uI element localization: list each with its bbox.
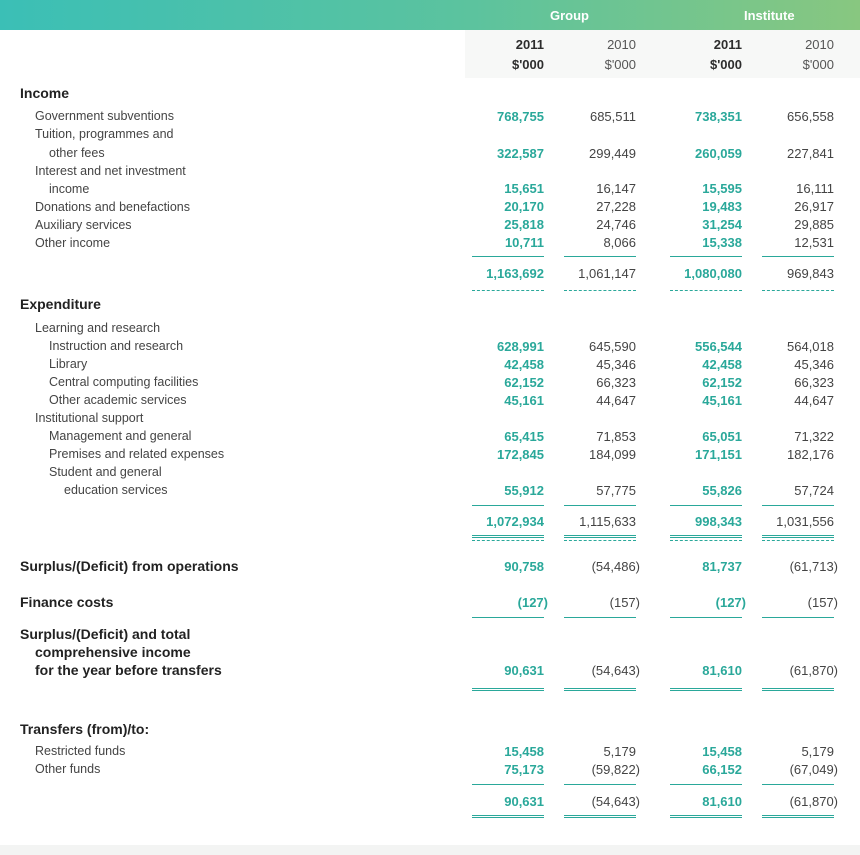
cell: 29,885 [794,217,834,232]
cell: 182,176 [787,447,834,462]
cell: 81,610 [702,663,742,678]
rule [670,290,742,291]
cell: 75,173 [504,762,544,777]
income-total: 1,080,080 [684,266,742,281]
surplus-ops-label: Surplus/(Deficit) from operations [20,558,239,574]
cell: 184,099 [589,447,636,462]
cell: 42,458 [702,357,742,372]
cell: (127) [517,595,548,610]
transfers-total: 81,610 [702,794,742,809]
transfers-total: (61,870) [789,794,838,809]
cell: 227,841 [787,146,834,161]
cell: 685,511 [589,109,636,124]
rule [670,535,742,538]
cell: 15,595 [702,181,742,196]
cell: 45,346 [794,357,834,372]
rule [564,784,636,785]
cell: 66,152 [702,762,742,777]
cell: 768,755 [497,109,544,124]
cell: 25,818 [504,217,544,232]
cell: 55,912 [504,483,544,498]
cell: 15,651 [504,181,544,196]
transfers-total: 90,631 [504,794,544,809]
cell: 42,458 [504,357,544,372]
transfers-label: Other funds [35,762,101,776]
rule [472,815,544,818]
cell: (61,870) [789,663,838,678]
cell: 645,590 [589,339,636,354]
rule [472,505,544,506]
rule [472,535,544,538]
income-title: Income [20,85,70,101]
cell: 44,647 [794,393,834,408]
cell: (59,822) [591,762,640,777]
cell: 45,161 [702,393,742,408]
cell: 71,322 [794,429,834,444]
cell: 19,483 [702,199,742,214]
rule [670,505,742,506]
cell: 12,531 [794,235,834,250]
rule [670,815,742,818]
expenditure-label: Institutional support [35,411,144,425]
rule [762,688,834,691]
expenditure-label: Management and general [49,429,192,443]
cell: 57,775 [596,483,636,498]
rule [762,617,834,618]
rule [472,688,544,691]
cell: 172,845 [497,447,544,462]
rule [472,290,544,291]
cell: 656,558 [787,109,834,124]
income-label: Other income [35,236,111,250]
finance-costs-label: Finance costs [20,594,114,610]
cell: 20,170 [504,199,544,214]
cell: 44,647 [596,393,636,408]
cell: 10,711 [504,235,544,250]
cell: 628,991 [497,339,544,354]
surplus-total-label: Surplus/(Deficit) and total [20,626,191,642]
income-total: 1,061,147 [578,266,636,281]
rule [472,617,544,618]
cell: 564,018 [787,339,834,354]
cell: 62,152 [702,375,742,390]
income-label: income [49,182,90,196]
cell: 171,151 [695,447,742,462]
income-total: 969,843 [787,266,834,281]
expenditure-label: Central computing facilities [49,375,199,389]
expenditure-label: Other academic services [49,393,187,407]
rule [564,505,636,506]
cell: (67,049) [789,762,838,777]
expenditure-total: 998,343 [695,514,742,529]
cell: 16,111 [796,181,834,196]
rule [762,815,834,818]
cell: (61,713) [789,559,838,574]
expenditure-label: Learning and research [35,321,161,335]
rule [762,256,834,257]
rule [670,688,742,691]
transfers-total: (54,643) [591,794,640,809]
rule [564,256,636,257]
rule [564,535,636,538]
cell: 15,458 [504,744,544,759]
cell: 31,254 [702,217,742,232]
rule [670,617,742,618]
cell: 65,051 [702,429,742,444]
cell: (157) [609,595,640,610]
cell: 299,449 [589,146,636,161]
income-label: Interest and net investment [35,164,186,178]
rule [472,256,544,257]
expenditure-total: 1,072,934 [486,514,544,529]
cell: 81,737 [702,559,742,574]
expenditure-label: Instruction and research [49,339,184,353]
income-total: 1,163,692 [486,266,544,281]
footer-band [0,845,860,855]
rule [564,290,636,291]
rule [762,784,834,785]
cell: 45,161 [504,393,544,408]
rule [564,815,636,818]
cell: 738,351 [695,109,742,124]
rule [670,784,742,785]
col-header-group-2010: 2010 $'000 [604,37,636,72]
expenditure-label: education services [64,483,168,497]
transfers-label: Restricted funds [35,744,126,758]
cell: 16,147 [596,181,636,196]
cell: 556,544 [695,339,742,354]
income-label: Government subventions [35,109,174,123]
cell: 260,059 [695,146,742,161]
cell: 322,587 [497,146,544,161]
cell: 65,415 [504,429,544,444]
cell: 66,323 [794,375,834,390]
rule [762,505,834,506]
cell: 55,826 [702,483,742,498]
cell: 26,917 [794,199,834,214]
cell: 24,746 [596,217,636,232]
expenditure-label: Premises and related expenses [49,447,225,461]
rule [564,688,636,691]
transfers-title: Transfers (from)/to: [20,721,150,737]
cell: (54,486) [591,559,640,574]
expenditure-total: 1,031,556 [776,514,834,529]
rule [472,784,544,785]
rule [564,617,636,618]
income-label: Donations and benefactions [35,200,190,214]
cell: 90,758 [504,559,544,574]
rule [762,535,834,538]
rule [670,256,742,257]
cell: 8,066 [603,235,636,250]
cell: 45,346 [596,357,636,372]
cell: (157) [807,595,838,610]
cell: 15,458 [702,744,742,759]
rule [762,540,834,541]
cell: 71,853 [596,429,636,444]
col-header-institute-2010: 2010 $'000 [802,37,834,72]
cell: (54,643) [591,663,640,678]
cell: 57,724 [794,483,834,498]
surplus-total-label: comprehensive income [35,644,191,660]
cell: (127) [715,595,746,610]
group-heading: Group [550,8,589,23]
col-header-group-2011: 2011 $'000 [511,37,544,72]
cell: 27,228 [596,199,636,214]
expenditure-label: Student and general [49,465,162,479]
rule [472,540,544,541]
cell: 5,179 [801,744,834,759]
institute-heading: Institute [744,8,795,23]
col-header-institute-2011: 2011 $'000 [709,37,742,72]
header-banner [0,0,860,30]
income-label: Tuition, programmes and [35,127,174,141]
cell: 5,179 [603,744,636,759]
expenditure-title: Expenditure [20,296,101,312]
income-label: other fees [49,146,105,160]
cell: 90,631 [504,663,544,678]
cell: 66,323 [596,375,636,390]
cell: 15,338 [702,235,742,250]
cell: 62,152 [504,375,544,390]
surplus-total-label: for the year before transfers [35,662,222,678]
income-label: Auxiliary services [35,218,132,232]
rule [762,290,834,291]
rule [564,540,636,541]
expenditure-total: 1,115,633 [579,514,636,529]
expenditure-label: Library [49,357,88,371]
rule [670,540,742,541]
